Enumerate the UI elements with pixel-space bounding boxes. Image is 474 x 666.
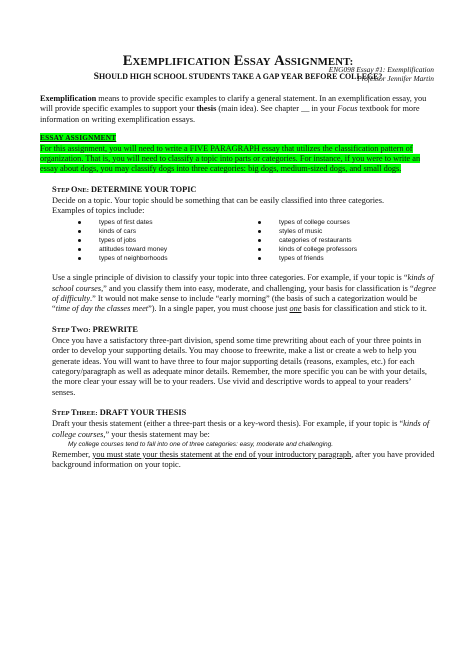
intro-paragraph: Exemplification means to provide specific examples to clarify a general statement. In an exemplification essay, you will provide specific examples to support your thesis (main idea). See chapter __ in your Focus textbook for more information on writing exemplification essays. (40, 94, 427, 124)
list-item: types of first dates (76, 218, 256, 227)
list-item: types of college courses (256, 218, 436, 227)
list-item: kinds of cars (76, 227, 256, 236)
list-item: styles of music (256, 227, 436, 236)
step-three-body: Draft your thesis statement (either a three-part thesis or a key-word thesis). For example, if your topic is “kinds of college courses,” your thesis statement may be: (52, 419, 430, 439)
assignment-heading: ESSAY ASSIGNMENT (40, 133, 117, 143)
step-one-principle: Use a single principle of division to classify your topic into three categories. For example, if your topic is “kinds of school courses,” and you classify them into easy, moderate, and challenging, your basis for classification is “degree of difficulty.” It would not make sense to include “early morning” (the basis of such a categorization would be “time of day the classes meet”). In a single paper, you must choose just one basis for classification and stick to it. (52, 273, 436, 314)
list-item: types of jobs (76, 236, 256, 245)
step-one-intro: Decide on a topic. Your topic should be something that can be easily classified into three categories. Examples of topics include: (52, 195, 385, 216)
list-item: types of friends (256, 254, 436, 263)
topic-examples-list (76, 218, 436, 263)
step-two-heading: STEP TWO: PREWRITE (52, 324, 138, 334)
document-page (0, 53, 474, 666)
thesis-example: My college courses tend to fall into one of three categories: easy, moderate and challenging. (68, 441, 334, 448)
topic-examples-left (76, 218, 256, 263)
step-one-heading: STEP ONE: DETERMINE YOUR TOPIC (52, 184, 197, 194)
list-item: kinds of college professors (256, 245, 436, 254)
page-title: EXEMPLIFICATION ESSAY ASSIGNMENT: (122, 53, 354, 69)
course-line: ENG098 Essay #1: Exemplification (328, 65, 434, 74)
step-two-body: Once you have a satisfactory three-part division, spend some time prewriting about each of your three points in order to develop your supporting details. You may choose to freewrite, make a list or create a web to help you generate ideas. You will want to have three to four major supporting details (reasons, examples, etc.) for each category/paragraph as well as adequate minor details. Remember, the more specific you can be with your details, the more clear your essay will be to your readers. Use vivid and descriptive words to appeal to your readers’ senses. (52, 335, 427, 397)
step-three-heading: STEP THREE: DRAFT YOUR THESIS (52, 408, 187, 418)
list-item: types of neighborhoods (76, 254, 256, 263)
professor-line: Professor Jennifer Martin (357, 74, 434, 83)
page-subtitle: SHOULD HIGH SCHOOL STUDENTS TAKE A GAP YEAR BEFORE COLLEGE? (93, 71, 383, 82)
topic-examples-right (256, 218, 436, 263)
list-item: attitudes toward money (76, 245, 256, 254)
step-three-reminder: Remember, you must state your thesis statement at the end of your introductory paragraph, after you have provided background information on your topic. (52, 449, 435, 469)
list-item: categories of restaurants (256, 236, 436, 245)
document-header (329, 65, 434, 83)
assignment-body: For this assignment, you will need to write a FIVE PARAGRAPH essay that utilizes the classification pattern of organization. That is, you will need to classify a topic into parts or categories. For instance, if you were to write an essay about dogs, you may classify dogs into three categories: big dogs, medium-sized dogs, and small dogs. (40, 143, 421, 174)
assignment-section (40, 133, 436, 175)
